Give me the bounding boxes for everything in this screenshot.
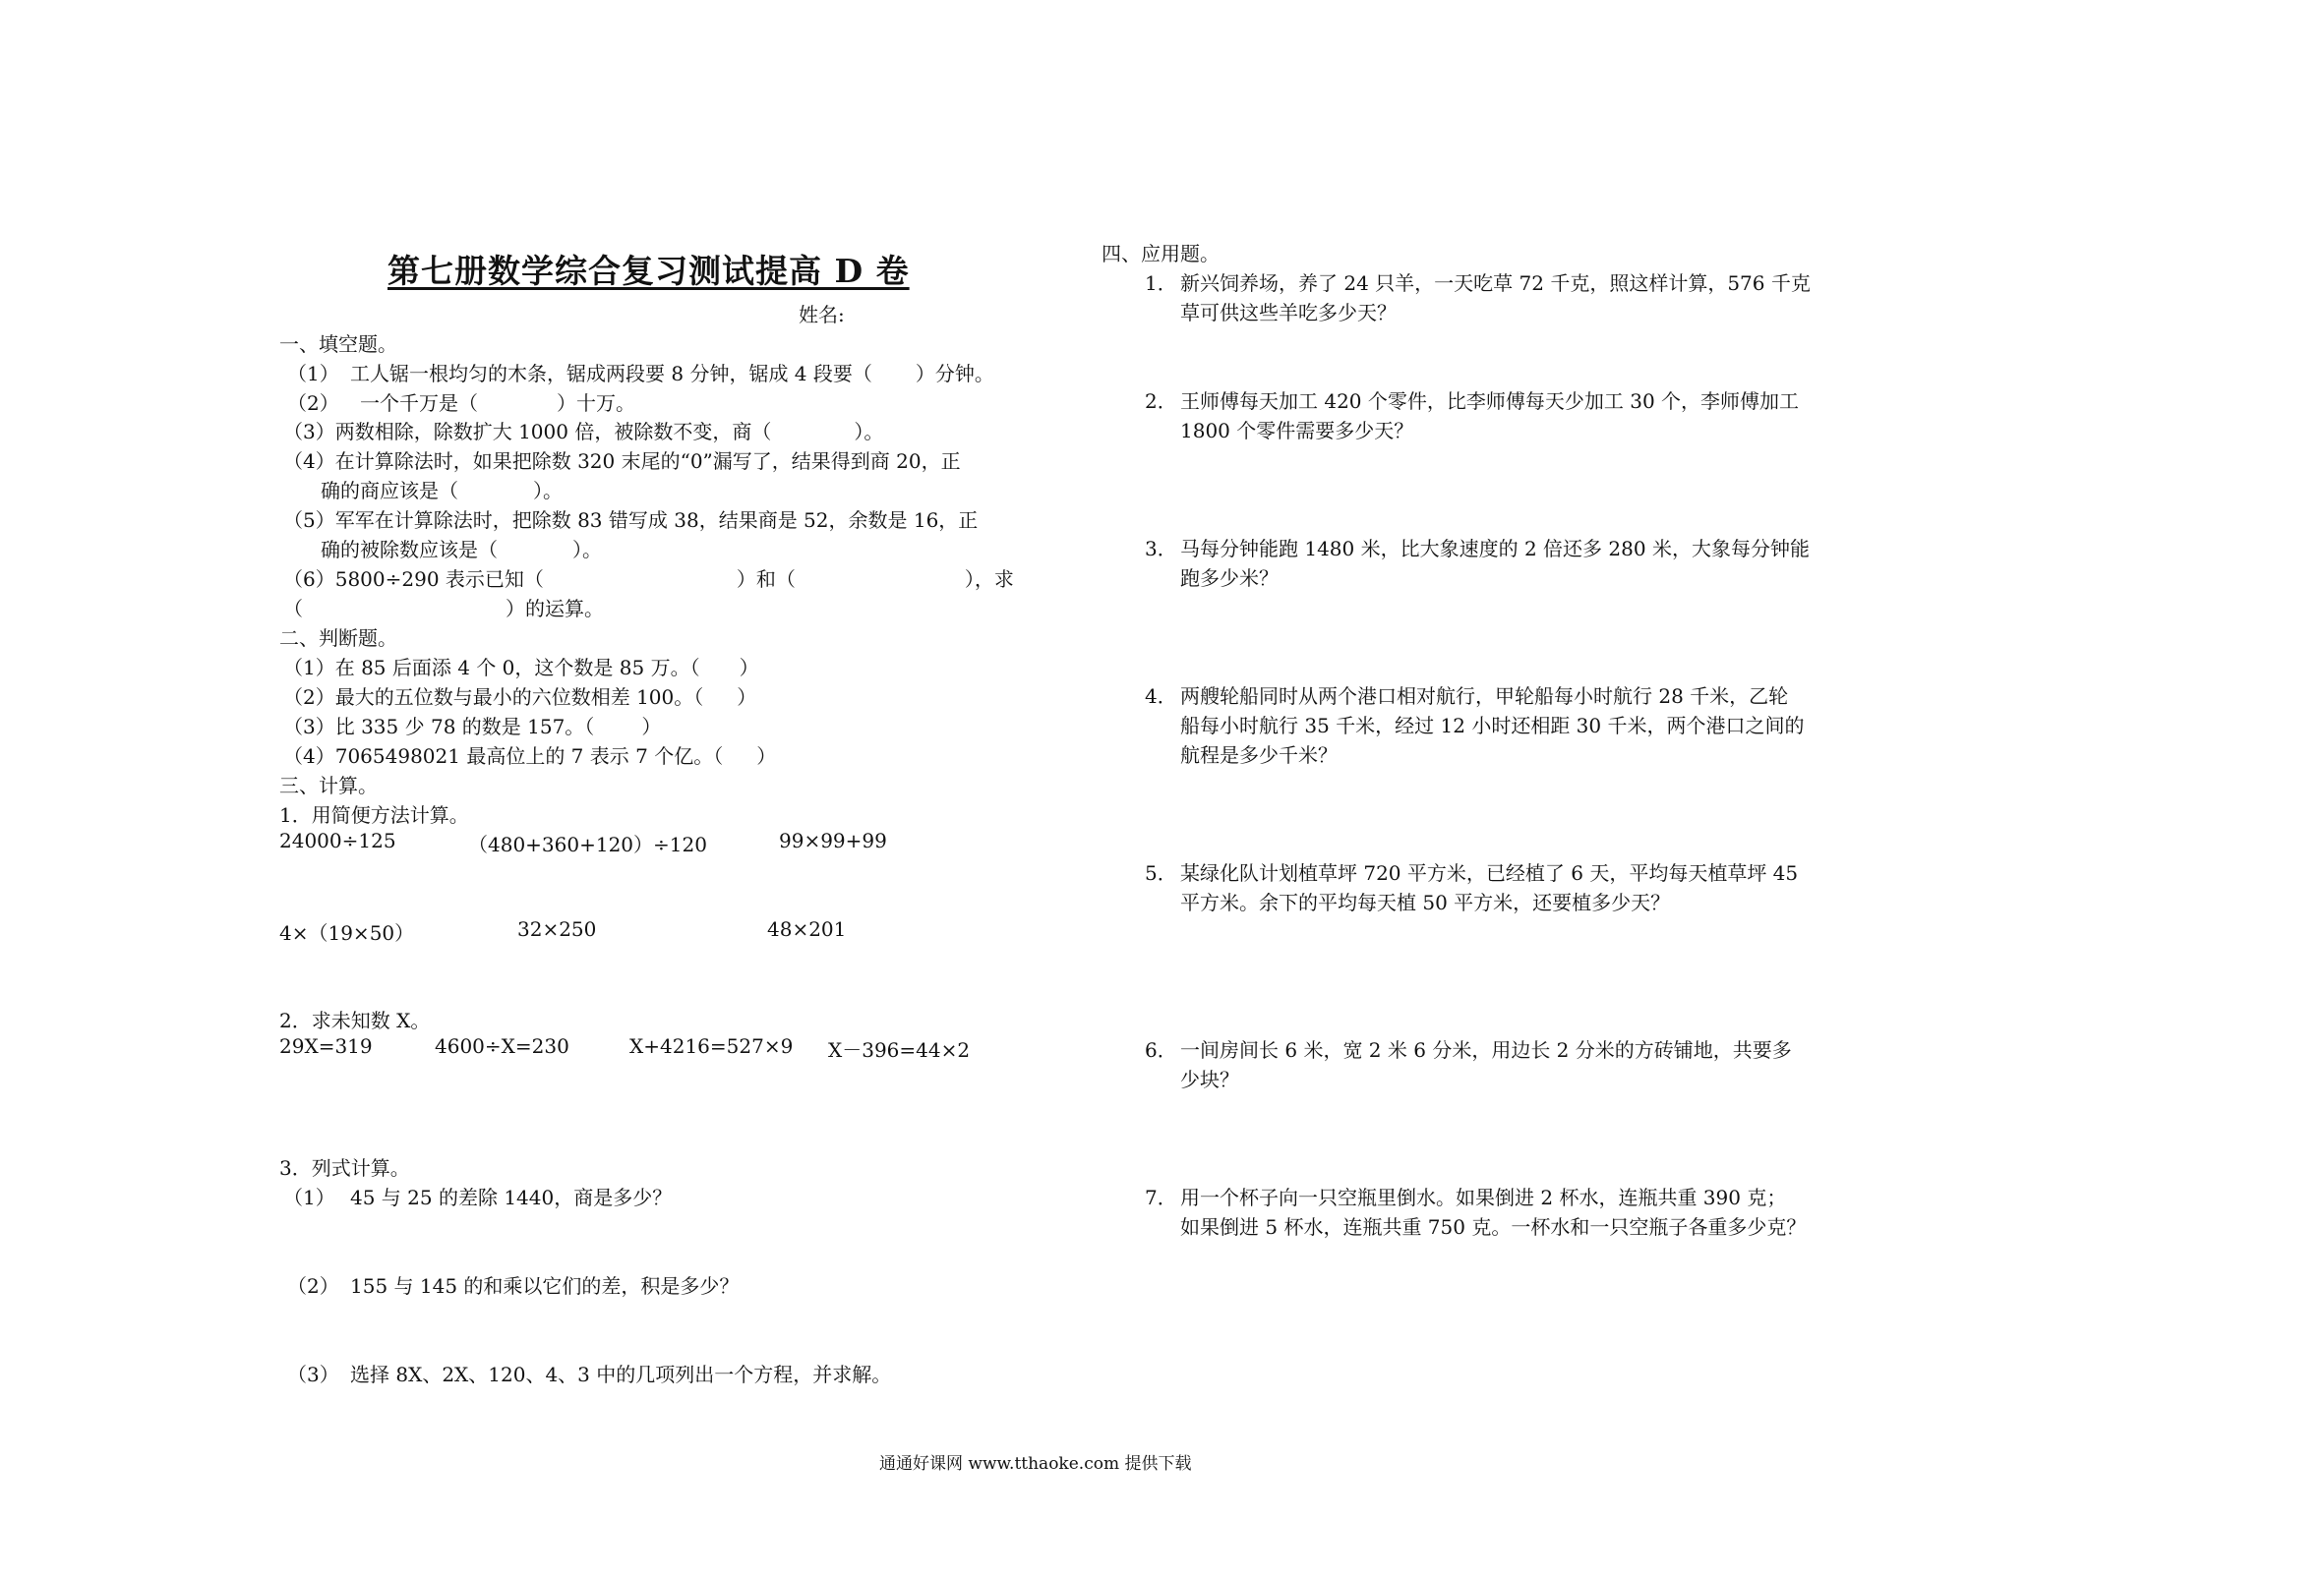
- problem-4-line3: 航程是多少千米？: [1180, 743, 1338, 767]
- list-q1-number: （1）: [283, 1186, 335, 1209]
- name-label: 姓名:: [799, 303, 845, 326]
- list-q3: 选择 8X、2X、120、4、3 中的几项列出一个方程，并求解。: [350, 1363, 892, 1386]
- judge-q2-end: ）: [737, 685, 757, 709]
- equation-item: X－396=44×2: [828, 1038, 971, 1062]
- judge-q3-text: （3）比 335 少 78 的数是 157。（: [283, 715, 595, 738]
- judge-q4: [283, 740, 776, 769]
- problem-7-number: 7．: [1145, 1186, 1177, 1209]
- problem-2-line2: 1800 个零件需要多少天？: [1180, 419, 1414, 442]
- page-title: 第七册数学综合复习测试提高 D 卷: [387, 252, 910, 290]
- fill-q4-end: ）。: [533, 479, 563, 502]
- judge-q3-end: ）: [641, 715, 662, 738]
- problem-3-line1: 马每分钟能跑 1480 米，比大象速度的 2 倍还多 280 米，大象每分钟能: [1180, 537, 1810, 560]
- fill-q1-end: ）分钟。: [915, 362, 994, 385]
- calc-item: 4×（19×50）: [279, 921, 415, 945]
- list-q1: 45 与 25 的差除 1440，商是多少？: [350, 1186, 673, 1209]
- problem-1-line1: 新兴饲养场，养了 24 只羊，一天吃草 72 千克，照这样计算，576 千克: [1180, 271, 1811, 295]
- problem-6-number: 6．: [1145, 1038, 1177, 1062]
- problem-7-line1: 用一个杯子向一只空瓶里倒水。如果倒进 2 杯水，连瓶共重 390 克；: [1180, 1186, 1787, 1209]
- calc-item: （480+360+120）÷120: [468, 833, 707, 856]
- fill-q3-text: （3）两数相除，除数扩大 1000 倍，被除数不变，商（: [283, 420, 772, 443]
- fill-q4-text: 确的商应该是（: [321, 479, 458, 502]
- fill-q1: [350, 358, 994, 386]
- fill-q6-close: ）的运算。: [506, 597, 604, 620]
- problem-4-line2: 船每小时航行 35 千米，经过 12 小时还相距 30 千米，两个港口之间的: [1180, 714, 1805, 737]
- section-2-header: 二、判断题。: [279, 626, 397, 650]
- fill-q6-text: （6）5800÷290 表示已知（: [283, 567, 544, 591]
- equation-item: X+4216=527×9: [629, 1034, 794, 1058]
- fill-q6-line1: [283, 563, 1014, 592]
- list-q2: 155 与 145 的和乘以它们的差，积是多少？: [350, 1274, 740, 1298]
- problem-7-line2: 如果倒进 5 杯水，连瓶共重 750 克。一杯水和一只空瓶子各重多少克？: [1180, 1215, 1807, 1239]
- list-q3-number: （3）: [287, 1363, 339, 1386]
- problem-2-line1: 王师傅每天加工 420 个零件，比李师傅每天少加工 30 个，李师傅加工: [1180, 389, 1800, 413]
- calc-item: 32×250: [517, 917, 597, 941]
- fill-q2-text: 一个千万是（: [360, 391, 478, 415]
- fill-q4-line2: [321, 475, 563, 503]
- judge-q4-text: （4）7065498021 最高位上的 7 表示 7 个亿。（: [283, 744, 724, 768]
- fill-q5-line1: （5）军军在计算除法时，把除数 83 错写成 38，结果商是 52，余数是 16，正: [283, 508, 979, 532]
- section-4-header: 四、应用题。: [1102, 242, 1220, 265]
- calc-part2-title: 2．求未知数 X。: [279, 1009, 431, 1032]
- problem-2-number: 2．: [1145, 389, 1177, 413]
- problem-4-number: 4．: [1145, 684, 1177, 708]
- judge-q4-end: ）: [756, 744, 777, 768]
- fill-q5-text: 确的被除数应该是（: [321, 538, 498, 561]
- fill-q5-line2: [321, 534, 602, 562]
- fill-q2-end: ）十万。: [557, 391, 635, 415]
- calc-part3-title: 3．列式计算。: [279, 1156, 410, 1180]
- problem-1-number: 1．: [1145, 271, 1177, 295]
- problem-6-line2: 少块？: [1180, 1068, 1239, 1091]
- fill-q3-end: ）。: [854, 420, 884, 443]
- problem-5-line1: 某绿化队计划植草坪 720 平方米，已经植了 6 天，平均每天植草坪 45: [1180, 861, 1799, 885]
- fill-q1-text: 工人锯一根均匀的木条，锯成两段要 8 分钟，锯成 4 段要（: [350, 362, 872, 385]
- judge-q2-text: （2）最大的五位数与最小的六位数相差 100。（: [283, 685, 704, 709]
- problem-5-line2: 平方米。余下的平均每天植 50 平方米，还要植多少天？: [1180, 891, 1671, 914]
- calc-item: 99×99+99: [779, 829, 887, 852]
- fill-q2-number: （2）: [287, 391, 339, 415]
- section-1-header: 一、填空题。: [279, 332, 397, 356]
- problem-4-line1: 两艘轮船同时从两个港口相对航行，甲轮船每小时航行 28 千米，乙轮: [1180, 684, 1789, 708]
- problem-1-line2: 草可供这些羊吃多少天？: [1180, 301, 1397, 324]
- equation-item: 4600÷X=230: [435, 1034, 569, 1058]
- fill-q3: [283, 416, 883, 444]
- judge-q3: [283, 711, 661, 739]
- judge-q1-end: ）: [739, 656, 759, 679]
- fill-q5-end: ）。: [572, 538, 602, 561]
- judge-q1-text: （1）在 85 后面添 4 个 0，这个数是 85 万。（: [283, 656, 700, 679]
- fill-q6-line2: [283, 593, 604, 621]
- fill-q1-number: （1）: [287, 362, 339, 385]
- equation-item: 29X=319: [279, 1034, 373, 1058]
- judge-q2: [283, 681, 756, 710]
- problem-3-number: 3．: [1145, 537, 1177, 560]
- judge-q1: [283, 652, 759, 680]
- problem-6-line1: 一间房间长 6 米，宽 2 米 6 分米，用边长 2 分米的方砖铺地，共要多: [1180, 1038, 1792, 1062]
- fill-q2: [360, 387, 635, 416]
- fill-q4-line1: （4）在计算除法时，如果把除数 320 末尾的“0”漏写了，结果得到商 20，正: [283, 449, 961, 473]
- fill-q6-mid: ）和（: [736, 567, 796, 591]
- list-q2-number: （2）: [287, 1274, 339, 1298]
- problem-3-line2: 跑多少米？: [1180, 566, 1279, 590]
- calc-item: 24000÷125: [279, 829, 396, 852]
- footer-source: 通通好课网 www.tthaoke.com 提供下载: [879, 1454, 1192, 1474]
- section-3-header: 三、计算。: [279, 774, 378, 797]
- calc-part1-title: 1．用简便方法计算。: [279, 803, 469, 827]
- problem-5-number: 5．: [1145, 861, 1177, 885]
- calc-item: 48×201: [767, 917, 847, 941]
- fill-q6-open: （: [283, 597, 303, 620]
- fill-q6-end: ），求: [964, 567, 1014, 591]
